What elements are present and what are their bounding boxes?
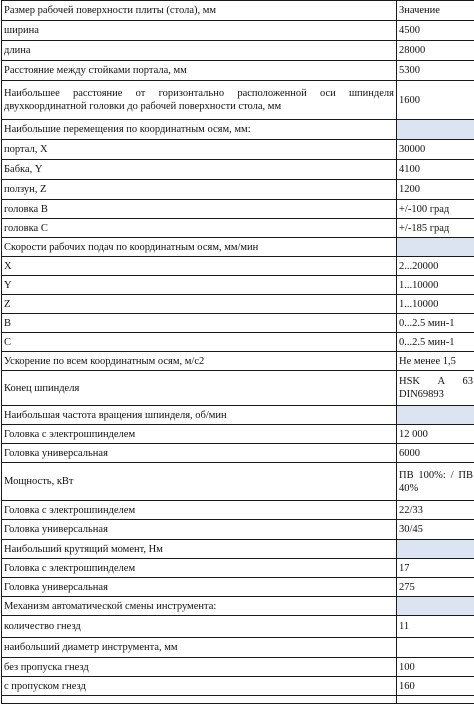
table-row	[2, 180, 474, 200]
row-value: 4100	[397, 160, 474, 180]
table-row	[2, 696, 474, 704]
section-label: Наибольший крутящий момент, Нм	[2, 540, 397, 559]
row-label: наибольший диаметр инструмента, мм	[2, 638, 397, 658]
header-value-cell: Значение	[397, 1, 474, 21]
row-label: Головка с электрошпинделем	[2, 425, 397, 444]
row-value: 160	[397, 677, 474, 696]
row-label: ширина	[2, 21, 397, 41]
section-label: Наибольшая частота вращения шпинделя, об/мин	[2, 406, 397, 425]
table-row	[2, 425, 474, 444]
row-label: головка С	[2, 219, 397, 238]
table-row	[2, 120, 474, 140]
table-row	[2, 677, 474, 696]
row-label: Наибольшее расстояние от горизонтально расположенной оси шпинделя двухкоординатной головки до рабочей поверхности стола, мм	[2, 81, 397, 120]
table-row	[2, 238, 474, 257]
row-value: ПВ 100%: / ПВ 40%	[397, 463, 474, 501]
row-value: 2...20000	[397, 257, 474, 276]
table-row	[2, 61, 474, 81]
table-row	[2, 276, 474, 295]
table-row	[2, 371, 474, 406]
table-row	[2, 314, 474, 333]
table-row	[2, 200, 474, 219]
table-row	[2, 578, 474, 597]
table-row	[2, 444, 474, 463]
row-value: 1...10000	[397, 276, 474, 295]
row-value	[397, 638, 474, 658]
spec-table	[1, 0, 474, 704]
table-row	[2, 41, 474, 61]
row-label: Y	[2, 276, 397, 295]
table-row	[2, 658, 474, 677]
header-label-cell: Размер рабочей поверхности плиты (стола), мм	[2, 1, 397, 21]
row-label: Ускорение по всем координатным осям, м/с2	[2, 352, 397, 371]
row-value: 4500	[397, 21, 474, 41]
row-label: Мощность, кВт	[2, 463, 397, 501]
row-label: Головка универсальная	[2, 520, 397, 540]
row-value: HSK A 63 DIN69893	[397, 371, 474, 406]
section-label: Скорости рабочих подач по координатным осям, мм/мин	[2, 238, 397, 257]
row-label: Головка с электрошпинделем	[2, 559, 397, 578]
row-value: 1...10000	[397, 295, 474, 314]
table-row	[2, 463, 474, 501]
row-value	[397, 696, 474, 704]
row-value: +/-185 град	[397, 219, 474, 238]
row-value: 1200	[397, 180, 474, 200]
table-row	[2, 140, 474, 160]
table-row	[2, 520, 474, 540]
table-row	[2, 406, 474, 425]
row-value: Не менее 1,5	[397, 352, 474, 371]
row-label: с пропуском гнезд	[2, 677, 397, 696]
section-value	[397, 540, 474, 559]
row-label: Бабка, Y	[2, 160, 397, 180]
table-row	[2, 352, 474, 371]
table-row	[2, 81, 474, 120]
section-value	[397, 597, 474, 616]
row-value: 100	[397, 658, 474, 677]
table-row	[2, 501, 474, 520]
row-value: 0...2.5 мин-1	[397, 314, 474, 333]
row-value: +/-100 град	[397, 200, 474, 219]
row-value: 1600	[397, 81, 474, 120]
row-value: 30/45	[397, 520, 474, 540]
table-row	[2, 257, 474, 276]
row-value: 17	[397, 559, 474, 578]
row-label: головка B	[2, 200, 397, 219]
table-row	[2, 160, 474, 180]
row-label: B	[2, 314, 397, 333]
section-value	[397, 406, 474, 425]
row-label	[2, 696, 397, 704]
row-label: Головка универсальная	[2, 444, 397, 463]
table-row	[2, 219, 474, 238]
row-value: 0...2.5 мин-1	[397, 333, 474, 352]
table-row	[2, 1, 474, 21]
row-label: портал, X	[2, 140, 397, 160]
table-row	[2, 616, 474, 638]
section-label: Механизм автоматической смены инструмента:	[2, 597, 397, 616]
row-label: Головка универсальная	[2, 578, 397, 597]
row-label: Конец шпинделя	[2, 371, 397, 406]
row-label: без пропуска гнезд	[2, 658, 397, 677]
table-row	[2, 21, 474, 41]
row-label: X	[2, 257, 397, 276]
row-value: 12 000	[397, 425, 474, 444]
row-label: Головка с электрошпинделем	[2, 501, 397, 520]
table-row	[2, 295, 474, 314]
row-value: 275	[397, 578, 474, 597]
row-value: 28000	[397, 41, 474, 61]
table-row	[2, 540, 474, 559]
section-label: Наибольшие перемещения по координатным осям, мм:	[2, 120, 397, 140]
row-label: Расстояние между стойками портала, мм	[2, 61, 397, 81]
row-value: 5300	[397, 61, 474, 81]
row-value: 30000	[397, 140, 474, 160]
row-label: ползун, Z	[2, 180, 397, 200]
row-value: 6000	[397, 444, 474, 463]
table-row	[2, 559, 474, 578]
row-label: длина	[2, 41, 397, 61]
row-label: C	[2, 333, 397, 352]
table-row	[2, 638, 474, 658]
row-label: Z	[2, 295, 397, 314]
row-value: 11	[397, 616, 474, 638]
table-row	[2, 597, 474, 616]
row-label: количество гнезд	[2, 616, 397, 638]
section-value	[397, 120, 474, 140]
row-value: 22/33	[397, 501, 474, 520]
section-value	[397, 238, 474, 257]
table-row	[2, 333, 474, 352]
